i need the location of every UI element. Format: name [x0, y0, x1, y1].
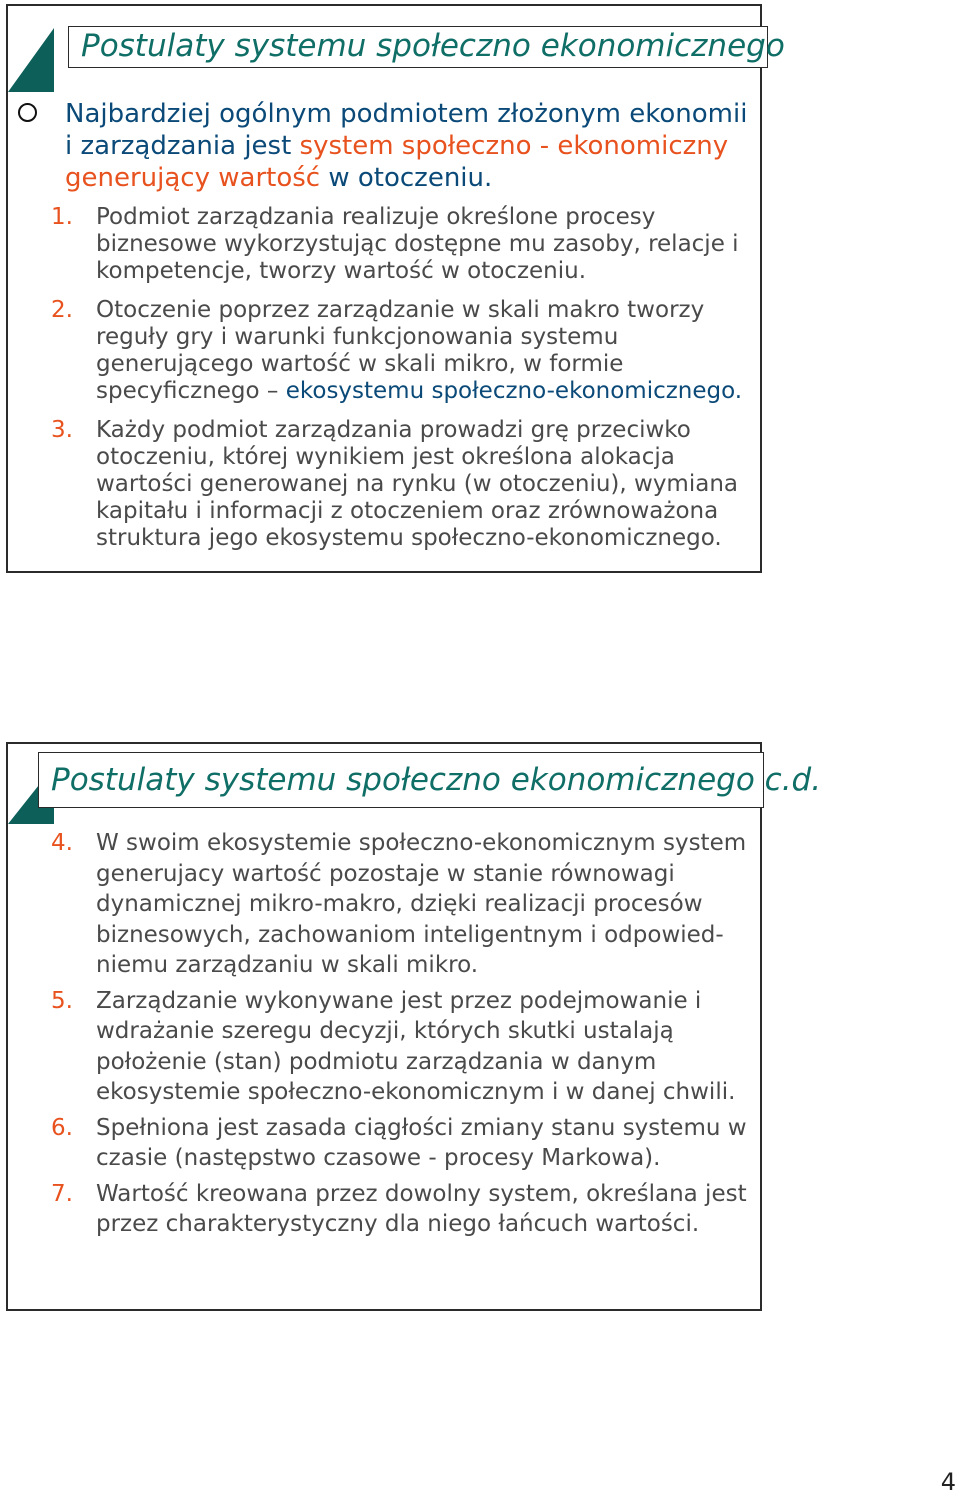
list-item [8, 828, 748, 981]
item-number: 5. [51, 987, 73, 1014]
intro-paragraph [18, 98, 748, 194]
item-number: 2. [51, 297, 73, 323]
postulate-list-1 [8, 204, 748, 564]
item-text: Zarządzanie wykonywane jest przez podejmowanie i wdrażanie szeregu decyzji, których skutki ustalają położenie (stan) podmiotu zarządzania w danym ekosystemie społeczno-ekonomicznym i w danej chwili. [96, 987, 736, 1105]
list-item [8, 297, 748, 405]
intro-highlight: system społeczno - ekonomiczny generujący wartość [65, 131, 729, 193]
list-item [8, 204, 748, 285]
item-text: Każdy podmiot zarządzania prowadzi grę przeciwko otoczeniu, której wynikiem jest określona alokacja wartości generowanej na rynku (w otoczeniu), wymiana kapitału i informacji z otoczeniem oraz zrównoważona struktura jego ekosystemu społeczno-ekonomicznego. [96, 417, 738, 551]
item-number: 6. [51, 1114, 73, 1141]
list-item [8, 1179, 748, 1240]
item-highlight: ekosystemu społeczno-ekonomicznego. [285, 378, 743, 404]
circle-bullet-icon [18, 103, 37, 122]
list-item [8, 1113, 748, 1174]
slide-1 [6, 4, 785, 573]
item-number: 7. [51, 1180, 73, 1207]
item-text: Wartość kreowana przez dowolny system, określana jest przez charakterystyczny dla niego łańcuch wartości. [96, 1180, 747, 1237]
slide-1-title: Postulaty systemu społeczno ekonomicznego [68, 26, 768, 68]
corner-accent-shape [8, 28, 54, 92]
list-item [8, 417, 748, 552]
slide-2-title: Postulaty systemu społeczno ekonomicznego c.d. [38, 752, 764, 808]
item-number: 3. [51, 417, 73, 443]
intro-text: Najbardziej ogólnym podmiotem złożonym ekonomii i zarządzania jest system społeczno - ekonomiczny generujący wartość w otoczeniu. [65, 99, 748, 193]
list-item [8, 986, 748, 1108]
item-text: W swoim ekosystemie społeczno-ekonomicznym system generujacy wartość pozostaje w stanie równowagi dynamicznej mikro-makro, dzięki realizacji procesów biznesowych, zachowaniom inteligentnym i odpowied-niemu zarządzaniu w skali mikro. [96, 830, 747, 978]
item-text: Podmiot zarządzania realizuje określone procesy biznesowe wykorzystując dostępne mu zasoby, relacje i kompetencje, tworzy wartość w otoczeniu. [96, 204, 739, 284]
page-number: 4 [940, 1468, 956, 1496]
postulate-list-2 [8, 828, 748, 1245]
item-number: 1. [51, 204, 73, 230]
item-text: Spełniona jest zasada ciągłości zmiany stanu systemu w czasie (następstwo czasowe - procesy Markowa). [96, 1114, 747, 1171]
item-text: Otoczenie poprzez zarządzanie w skali makro tworzy reguły gry i warunki funkcjonowania systemu generującego wartość w skali mikro, w formie specyficznego – [96, 297, 705, 404]
slide-2 [6, 742, 822, 1311]
item-number: 4. [51, 830, 73, 856]
